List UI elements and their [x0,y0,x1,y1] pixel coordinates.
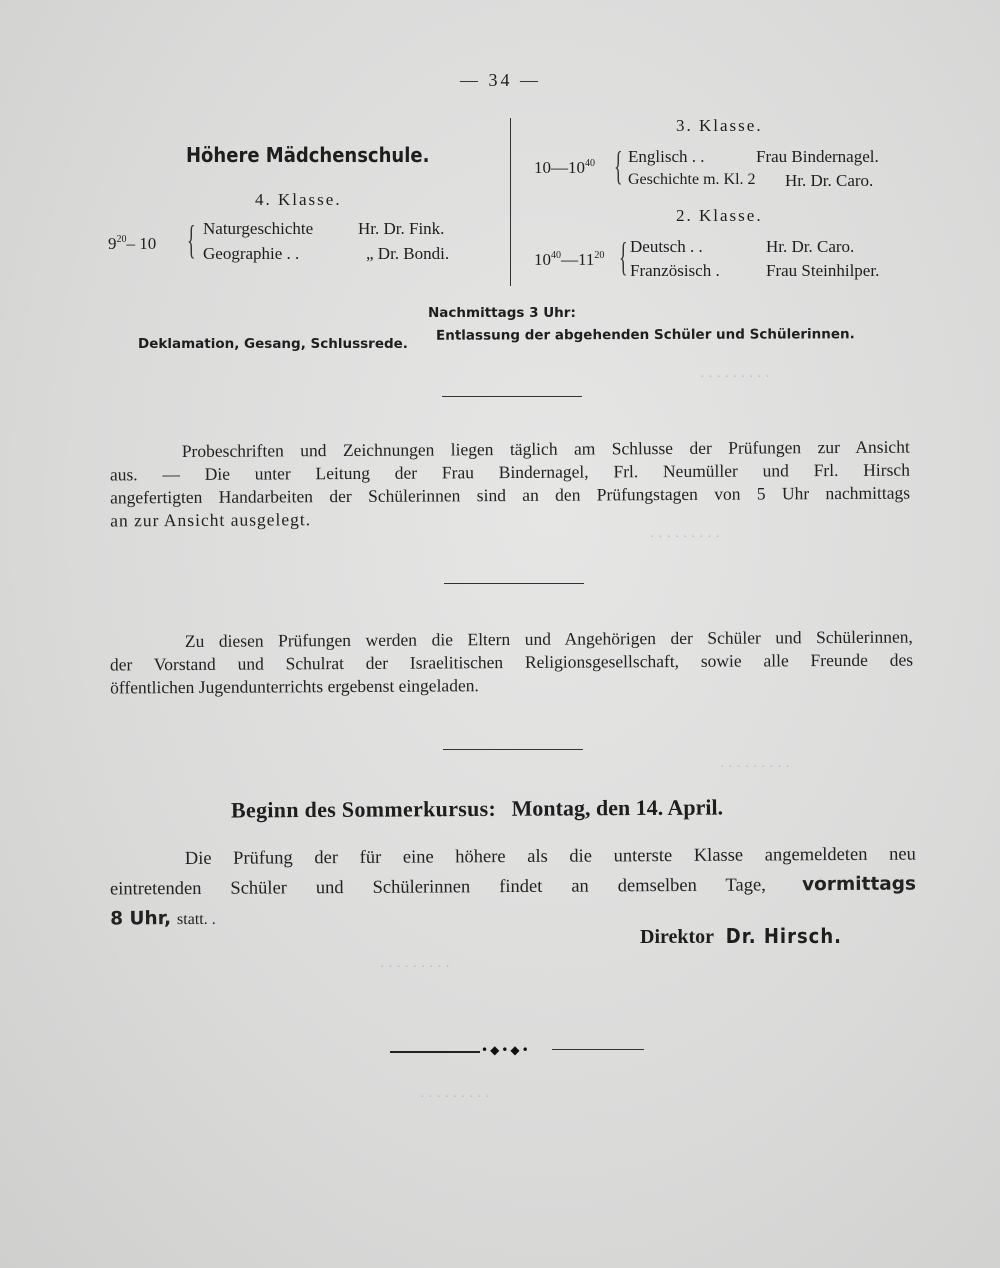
ornament-rule-left [390,1051,480,1053]
class4-teacher-2: „ Dr. Bondi. [366,244,450,263]
sommer-line-2-text: eintretenden Schüler und Schülerinnen findet an demselben Tage, [109,875,766,900]
separator-rule [443,749,583,750]
sommer-heading-right: Montag, den 14. April. [511,794,724,821]
class2-teacher-1: Hr. Dr. Caro. [766,237,855,256]
class4-label: 4. Klasse. [255,190,342,209]
paragraph-exhibition [110,436,911,533]
signature-name: Dr. Hirsch. [725,924,842,948]
ornament-icon: •◆•◆• [481,1043,531,1057]
column-divider [510,118,511,286]
page-number: — 34 — [460,70,541,90]
paragraph2-line-2: der Vorstand und Schulrat der Israelitischen Religionsgesellschaft, sowie alle Freunde des [109,649,914,675]
signature-title: Direktor [640,926,715,948]
class2-subject-1: Deutsch . . [630,237,703,256]
paragraph2-line-1: Zu diesen Prüfungen werden die Eltern und Angehörigen der Schüler und Schülerinnen, [184,626,913,651]
show-through-decoration: · · · · · · · · · [420,1090,490,1105]
class4-subject-2: Geographie . . [203,244,300,263]
afternoon-right-text: Entlassung der abgehenden Schüler und Schülerinnen. [435,326,855,344]
time-end: – 10 [126,234,157,253]
class3-label: 3. Klasse. [676,116,763,135]
show-through-decoration: · · · · · · · · · [650,530,720,545]
sommer-line-3-bold: 8 Uhr, [110,908,172,930]
sommer-paragraph [110,841,917,935]
ornament-rule-right [552,1049,644,1050]
brace-icon: { [619,234,628,279]
class3-teacher-2: Hr. Dr. Caro. [785,171,874,190]
class4-subject-1: Naturgeschichte [203,219,314,238]
sommer-line-2-bold: vormittags [801,873,917,896]
class3-subject-2: Geschichte m. Kl. 2 [628,171,756,188]
show-through-decoration: · · · · · · · · · [700,370,770,385]
time-minutes: 20 [116,234,127,245]
class2-subject-2: Französisch . [630,261,720,280]
paragraph1-line-2: aus. — Die unter Leitung der Frau Bindernagel, Frl. Neumüller und Frl. Hirsch [109,459,910,485]
sommer-line-3-text: statt. . [176,910,216,929]
brace-icon: { [614,143,623,188]
sommer-line-2 [110,870,916,905]
class3-teacher-1: Frau Bindernagel. [756,147,879,166]
separator-rule [444,583,584,584]
sommer-line-1: Die Prüfung der für eine höhere als die unterste Klasse angemeldeten neu [184,844,916,870]
class2-time [534,250,604,270]
show-through-decoration: · · · · · · · · · [380,960,450,975]
class2-time-b: —11 [561,250,595,269]
class3-time-sup: 40 [585,158,595,169]
show-through-decoration: · · · · · · · · · [720,760,790,775]
class3-subject-1: Englisch . . [628,147,705,166]
class3-time [534,158,595,178]
class4-teacher-1: Hr. Dr. Fink. [358,219,445,238]
class2-time-b-sup: 20 [594,250,605,261]
class2-teacher-2: Frau Steinhilper. [766,261,880,280]
paragraph1-line-4: an zur Ansicht ausgelegt. [110,509,312,531]
paragraph1-line-1: Probeschriften und Zeichnungen liegen täglich am Schlusse der Prüfungen zur Ansicht [181,436,910,462]
paragraph-invitation [110,626,913,700]
signature [640,924,842,949]
school-heading: Höhere Mädchenschule. [186,143,430,167]
sommer-heading-left: Beginn des Sommerkursus: [230,795,497,823]
sommer-heading [231,794,723,823]
time-hour: 9 [108,234,117,253]
class2-time-a-sup: 40 [551,250,561,261]
separator-rule [442,396,582,397]
class3-time-range: 10—10 [534,158,585,177]
afternoon-left-text: Deklamation, Gesang, Schlussrede. [138,336,408,352]
brace-icon: { [187,217,196,262]
paragraph1-line-3: angefertigten Handarbeiten der Schülerinnen sind an den Prüfungstagen von 5 Uhr nachmittags [110,482,911,508]
class2-time-a: 10 [534,250,551,269]
paragraph2-line-3: öffentlichen Jugendunterrichts ergebenst eingeladen. [110,675,479,698]
afternoon-heading: Nachmittags 3 Uhr: [428,305,576,321]
class2-label: 2. Klasse. [676,206,763,225]
class4-time [108,234,156,254]
